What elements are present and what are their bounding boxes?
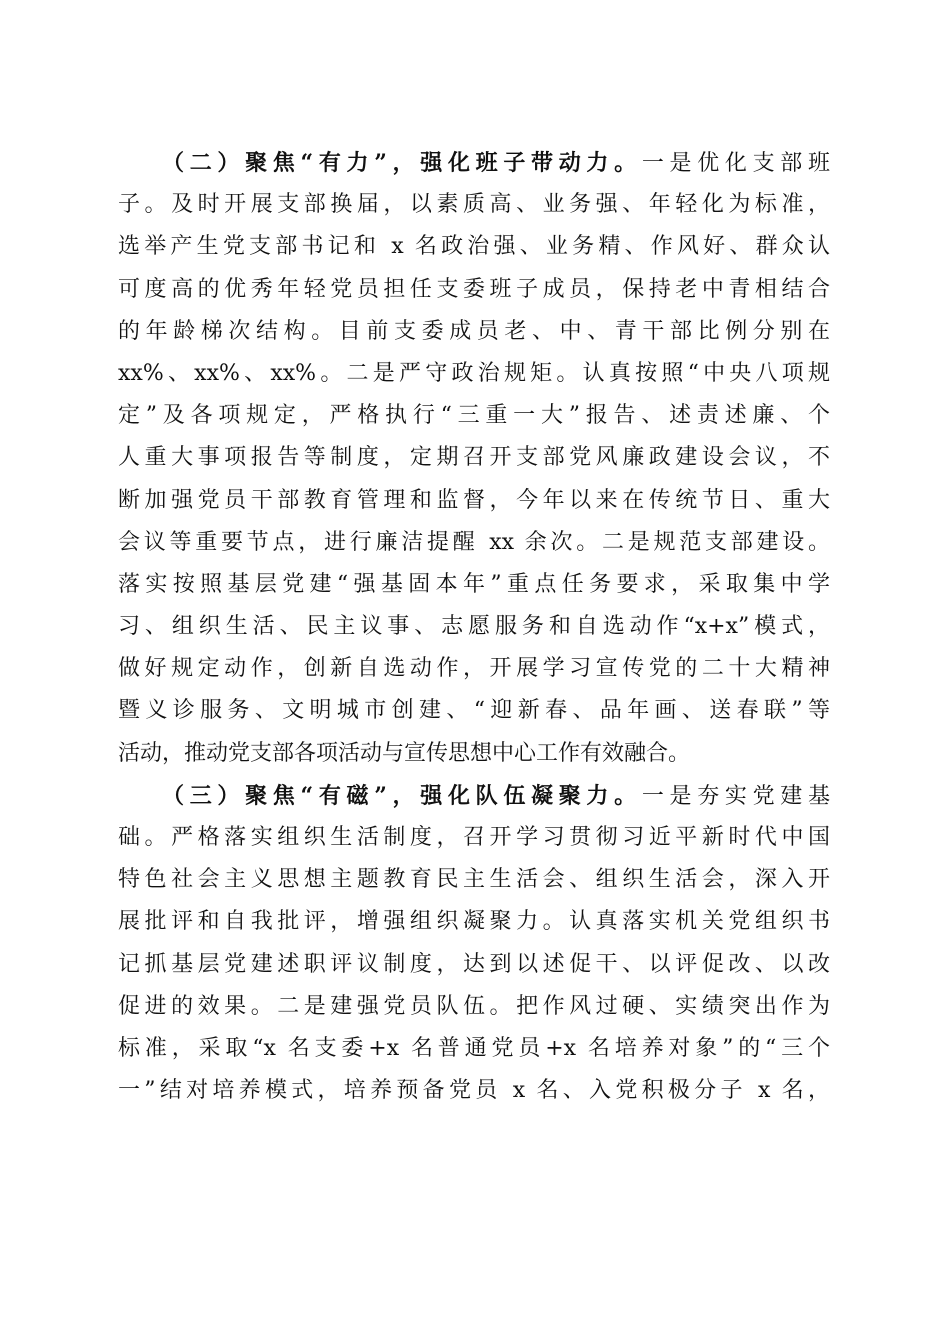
paragraph-section-2 [118,142,830,775]
text-line: 展批评和自我批评，增强组织凝聚力。认真落实机关党组织书 [118,909,830,935]
text-line: 记抓基层党建述职评议制度，达到以述促干、以评促改、以改 [118,951,830,977]
text-line: 落实按照基层党建“强基固本年”重点任务要求，采取集中学 [118,571,830,597]
text-line [118,775,830,817]
text-line: 促进的效果。二是建强党员队伍。把作风过硬、实绩突出作为 [118,993,830,1019]
text-line: 活动，推动党支部各项活动与宣传思想中心工作有效融合。 [118,740,691,766]
text-line: 可度高的优秀年轻党员担任支委班子成员，保持老中青相结合 [118,276,830,302]
document-page [118,142,830,1112]
text-line: 暨义诊服务、文明城市创建、“迎新春、品年画、送春联”等 [118,698,830,724]
text-line: 断加强党员干部教育管理和监督，今年以来在传统节日、重大 [118,487,830,513]
text-line: 标准，采取“x 名支委+x 名普通党员+x 名培养对象”的“三个 [118,1035,830,1061]
text-line: 特色社会主义思想主题教育民主生活会、组织生活会，深入开 [118,867,830,893]
section-heading: （二）聚焦“有力”，强化班子带动力。 [162,150,642,176]
text-line: 子。及时开展支部换届，以素质高、业务强、年轻化为标准， [118,192,830,218]
text-line: 的年龄梯次结构。目前支委成员老、中、青干部比例分别在 [118,318,830,344]
text-line [118,142,830,184]
section-heading: （三）聚焦“有磁”，强化队伍凝聚力。 [162,782,642,809]
text-line: 人重大事项报告等制度，定期召开支部党风廉政建设会议，不 [118,445,830,471]
text-run: 一是优化支部班 [641,151,830,176]
paragraph-section-3 [118,775,830,1113]
text-line: xx%、xx%、xx%。二是严守政治规矩。认真按照“中央八项规 [118,360,830,386]
text-line: 础。严格落实组织生活制度，召开学习贯彻习近平新时代中国 [118,825,830,850]
text-run: 一是夯实党建基 [641,783,830,809]
text-line: 定”及各项规定，严格执行“三重一大”报告、述责述廉、个 [118,403,830,429]
text-line: 习、组织生活、民主议事、志愿服务和自选动作“x+x”模式， [118,614,830,640]
text-line: 会议等重要节点，进行廉洁提醒 xx 余次。二是规范支部建设。 [118,529,830,555]
text-line: 做好规定动作，创新自选动作，开展学习宣传党的二十大精神 [118,656,830,682]
text-line: 选举产生党支部书记和 x 名政治强、业务精、作风好、群众认 [118,234,830,260]
text-line: 一”结对培养模式，培养预备党员 x 名、入党积极分子 x 名， [118,1078,830,1104]
